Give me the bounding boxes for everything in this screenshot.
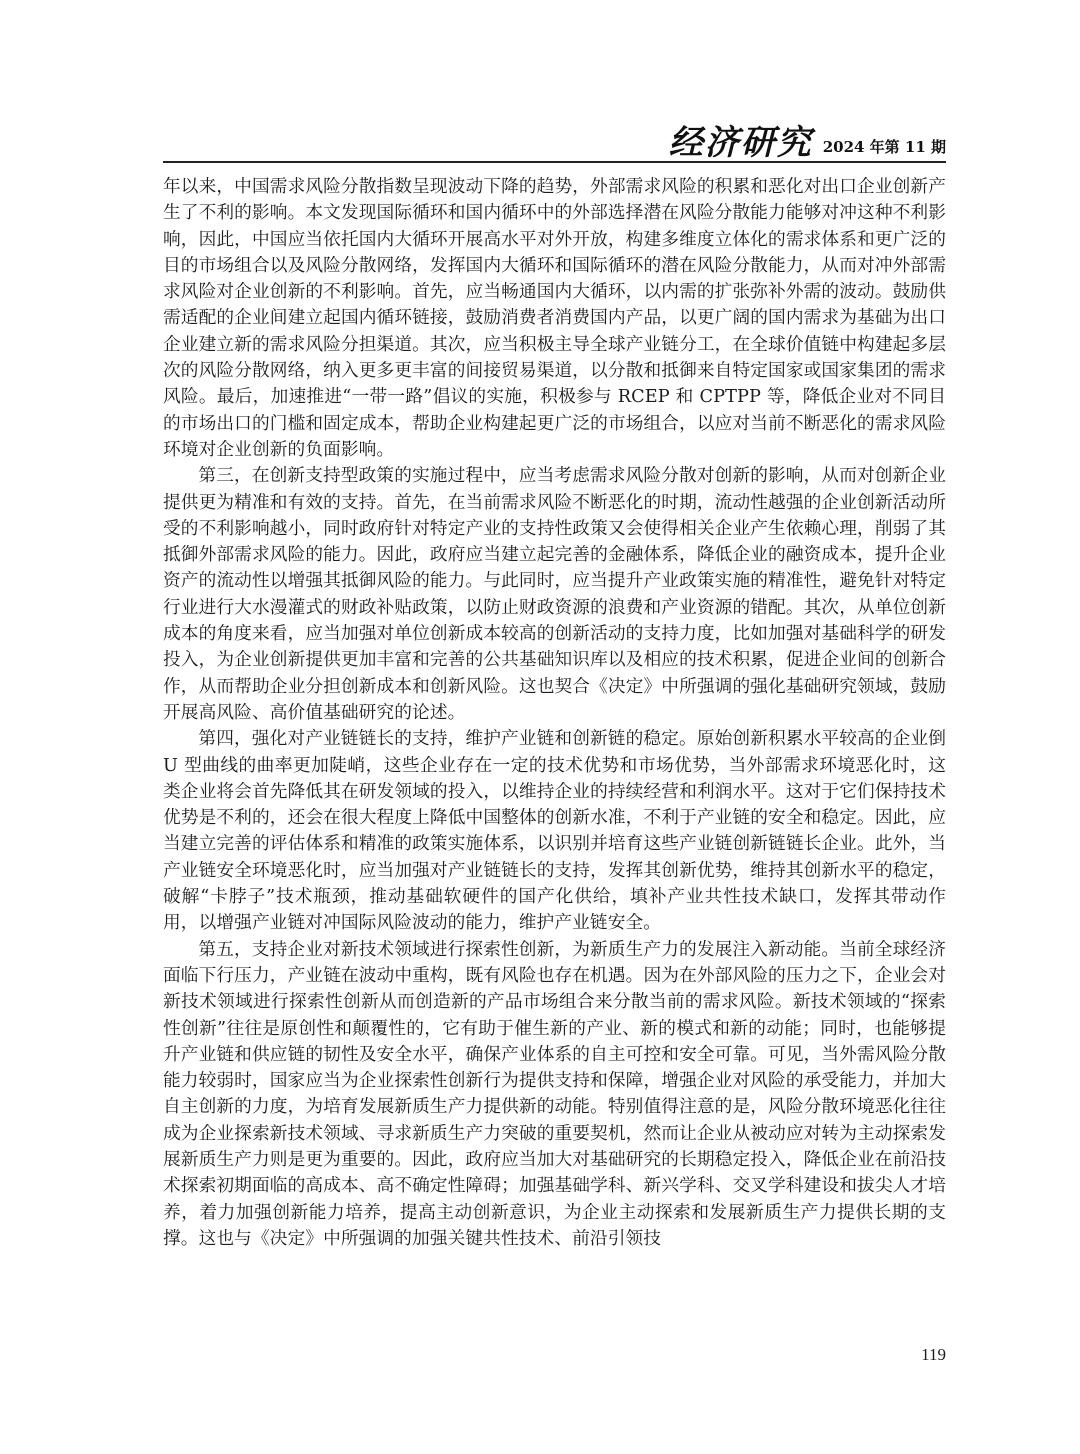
paragraph-continued: 年以来，中国需求风险分散指数呈现波动下降的趋势，外部需求风险的积累和恶化对出口企业创新产生了不利的影响。本文发现国际循环和国内循环中的外部选择潜在风险分散能力能够对冲这种不利影响，因此，中国应当依托国内大循环开展高水平对外开放，构建多维度立体化的需求体系和更广泛的目的市场组合以及风险分散网络，发挥国内大循环和国际循环的潜在风险分散能力，从而对冲外部需求风险对企业创新的不利影响。首先，应当畅通国内大循环，以内需的扩张弥补外需的波动。鼓励供需适配的企业间建立起国内循环链接，鼓励消费者消费国内产品，以更广阔的国内需求为基础为出口企业建立新的需求风险分担渠道。其次，应当积极主导全球产业链分工，在全球价值链中构建起多层次的风险分散网络，纳入更多更丰富的间接贸易渠道，以分散和抵御来自特定国家或国家集团的需求风险。最后，加速推进“一带一路”倡议的实施，积极参与 RCEP 和 CPTPP 等，降低企业对不同目的市场出口的门槛和固定成本，帮助企业构建起更广泛的市场组合，以应对当前不断恶化的需求风险环境对企业创新的负面影响。 xyxy=(163,177,946,460)
paragraph-fourth: 第四，强化对产业链链长的支持，维护产业链和创新链的稳定。原始创新积累水平较高的企业倒 U 型曲线的曲率更加陡峭，这些企业存在一定的技术优势和市场优势，当外部需求环境恶化时，这类企业将会首先降低其在研发领域的投入，以维持企业的持续经营和利润水平。这对于它们保持技术优势是不利的，还会在很大程度上降低中国整体的创新水准，不利于产业链的安全和稳定。因此，应当建立完善的评估体系和精准的政策实施体系，以识别并培育这些产业链创新链链长企业。此外，当产业链安全环境恶化时，应当加强对产业链链长的支持，发挥其创新优势，维持其创新水平的稳定，破解“卡脖子”技术瓶颈，推动基础软硬件的国产化供给，填补产业共性技术缺口，发挥其带动作用，以增强产业链对冲国际风险波动的能力，维护产业链安全。 xyxy=(163,729,946,934)
issue-label: 2024 年第 11 期 xyxy=(822,138,946,156)
running-header xyxy=(163,123,946,163)
paragraph-fifth: 第五，支持企业对新技术领域进行探索性创新，为新质生产力的发展注入新动能。当前全球经济面临下行压力，产业链在波动中重构，既有风险也存在机遇。因为在外部风险的压力之下，企业会对新技术领域进行探索性创新从而创造新的产品市场组合来分散当前的需求风险。新技术领域的“探索性创新”往往是原创性和颠覆性的，它有助于催生新的产业、新的模式和新的动能；同时，也能够提升产业链和供应链的韧性及安全水平，确保产业体系的自主可控和安全可靠。可见，当外需风险分散能力较弱时，国家应当为企业探索性创新行为提供支持和保障，增强企业对风险的承受能力，并加大自主创新的力度，为培育发展新质生产力提供新的动能。特别值得注意的是，风险分散环境恶化往往成为企业探索新技术领域、寻求新质生产力突破的重要契机，然而让企业从被动应对转为主动探索发展新质生产力则是更为重要的。因此，政府应当加大对基础研究的长期稳定投入，降低企业在前沿技术探索初期面临的高成本、高不确定性障碍；加强基础学科、新兴学科、交叉学科建设和拔尖人才培养，着力加强创新能力培养，提高主动创新意识，为企业主动探索和发展新质生产力提供长期的支撑。这也与《决定》中所强调的加强关键共性技术、前沿引领技 xyxy=(163,939,946,1249)
page-number: 119 xyxy=(921,1345,946,1364)
journal-name: 经济研究 xyxy=(668,123,813,163)
paragraph-third: 第三，在创新支持型政策的实施过程中，应当考虑需求风险分散对创新的影响，从而对创新企业提供更为精准和有效的支持。首先，在当前需求风险不断恶化的时期，流动性越强的企业创新活动所受的不利影响越小，同时政府针对特定产业的支持性政策又会使得相关企业产生依赖心理，削弱了其抵御外部需求风险的能力。因此，政府应当建立起完善的金融体系，降低企业的融资成本，提升企业资产的流动性以增强其抵御风险的能力。与此同时，应当提升产业政策实施的精准性，避免针对特定行业进行大水漫灌式的财政补贴政策，以防止财政资源的浪费和产业资源的错配。其次，从单位创新成本的角度来看，应当加强对单位创新成本较高的创新活动的支持力度，比如加强对基础科学的研发投入，为企业创新提供更加丰富和完善的公共基础知识库以及相应的技术积累，促进企业间的创新合作，从而帮助企业分担创新成本和创新风险。这也契合《决定》中所强调的强化基础研究领域，鼓励开展高风险、高价值基础研究的论述。 xyxy=(163,466,946,723)
header-rule xyxy=(163,161,946,163)
article-body xyxy=(163,174,946,1252)
